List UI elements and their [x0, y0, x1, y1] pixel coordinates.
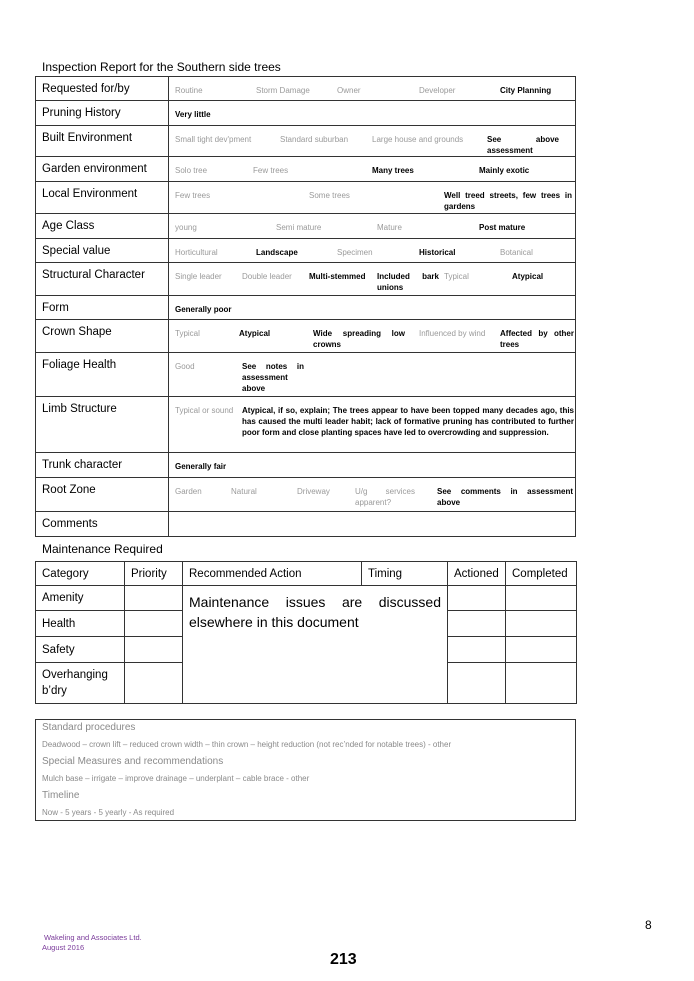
header-completed: Completed [506, 562, 577, 586]
priority-cell [125, 663, 183, 704]
row-label: Age Class [36, 214, 169, 239]
header-actioned: Actioned [448, 562, 506, 586]
selected-option: Affected by other trees [500, 329, 574, 349]
unselected-option: Developer [419, 86, 456, 95]
row-values [169, 453, 576, 478]
standard-procedures-box [35, 719, 576, 821]
inspection-row [36, 182, 576, 214]
footer-company: Wakeling and Associates Ltd. [44, 933, 142, 942]
selected-option: Historical [419, 248, 456, 257]
row-label: Garden environment [36, 157, 169, 182]
unselected-option: Good [175, 362, 195, 371]
unselected-option: Influenced by wind [419, 329, 486, 338]
inspection-row [36, 126, 576, 157]
inspection-row [36, 157, 576, 182]
row-label: Foliage Health [36, 353, 169, 397]
category-cell: Safety [36, 637, 125, 663]
row-values [169, 320, 576, 353]
row-label: Limb Structure [36, 397, 169, 453]
row-label: Structural Character [36, 263, 169, 296]
unselected-option: Few trees [175, 191, 211, 200]
priority-cell [125, 586, 183, 611]
footer-date: August 2016 [42, 943, 85, 952]
unselected-option: Owner [337, 86, 361, 95]
selected-option: Generally poor [175, 305, 232, 314]
special-measures-text: Mulch base – irrigate – improve drainage – underplant – cable brace - other [42, 774, 310, 783]
unselected-option: Storm Damage [256, 86, 310, 95]
special-measures-heading: Special Measures and recommendations [42, 756, 224, 767]
completed-cell [506, 663, 577, 704]
inspection-row [36, 239, 576, 263]
row-values [169, 263, 576, 296]
row-values [169, 296, 576, 320]
inspection-row [36, 397, 576, 453]
inspection-row [36, 77, 576, 101]
unselected-option: Some trees [309, 191, 350, 200]
inspection-row [36, 478, 576, 512]
actioned-cell [448, 637, 506, 663]
row-label: Special value [36, 239, 169, 263]
unselected-option: young [175, 223, 197, 232]
completed-cell [506, 586, 577, 611]
category-cell: Amenity [36, 586, 125, 611]
row-label: Form [36, 296, 169, 320]
header-priority: Priority [125, 562, 183, 586]
header-timing: Timing [362, 562, 448, 586]
selected-option: Atypical, if so, explain; The trees appear to have been topped many decades ago, this has caused the multi leader habit; lack of formative pruning has contributed to further poor form and close planting spaces have led to overcrowding and suppression. [242, 406, 574, 437]
unselected-option: Botanical [500, 248, 533, 257]
unselected-option: Typical [175, 329, 200, 338]
inspection-row [36, 214, 576, 239]
row-label: Crown Shape [36, 320, 169, 353]
selected-option: Post mature [479, 223, 526, 232]
selected-option: Landscape [256, 248, 298, 257]
selected-option: City Planning [500, 86, 552, 95]
row-label: Trunk character [36, 453, 169, 478]
completed-cell [506, 611, 577, 637]
inspection-row [36, 320, 576, 353]
unselected-option: Specimen [337, 248, 373, 257]
selected-option: See comments in assessment above [437, 487, 573, 507]
maintenance-table [35, 561, 577, 704]
row-values [169, 512, 576, 537]
inspection-row [36, 263, 576, 296]
row-values [169, 77, 576, 101]
row-label: Comments [36, 512, 169, 537]
timeline-text: Now - 5 years - 5 yearly - As required [42, 808, 175, 817]
row-label: Pruning History [36, 101, 169, 126]
row-label: Local Environment [36, 182, 169, 214]
standard-procedures-heading: Standard procedures [42, 722, 136, 733]
priority-cell [125, 611, 183, 637]
actioned-cell [448, 663, 506, 704]
row-values [169, 182, 576, 214]
unselected-option: Semi mature [276, 223, 322, 232]
selected-option: Multi-stemmed [309, 272, 366, 281]
inspection-table [35, 76, 576, 537]
selected-option: Generally fair [175, 462, 227, 471]
unselected-option: Routine [175, 86, 203, 95]
unselected-option: U/g services apparent? [355, 487, 415, 507]
inspection-row [36, 296, 576, 320]
unselected-option: Double leader [242, 272, 292, 281]
completed-cell [506, 637, 577, 663]
selected-option: Atypical [239, 329, 271, 338]
row-values [169, 101, 576, 126]
row-values [169, 239, 576, 263]
row-values [169, 214, 576, 239]
selected-option: Wide spreading low crowns [313, 329, 405, 349]
category-cell: Overhanging b’dry [36, 663, 125, 704]
inspection-row [36, 101, 576, 126]
selected-option: Included bark unions [377, 272, 439, 292]
selected-option: Atypical [512, 272, 544, 281]
unselected-option: Typical or sound [175, 406, 234, 415]
unselected-option: Few trees [253, 166, 289, 175]
row-label: Requested for/by [36, 77, 169, 101]
report-title: Inspection Report for the Southern side trees [42, 60, 281, 74]
unselected-option: Typical [444, 272, 469, 281]
maintenance-heading: Maintenance Required [42, 542, 163, 556]
row-values [169, 397, 576, 453]
unselected-option: Horticultural [175, 248, 218, 257]
document-page-number: 213 [330, 951, 357, 968]
unselected-option: Mature [377, 223, 402, 232]
inspection-row [36, 453, 576, 478]
unselected-option: Natural [231, 487, 257, 496]
selected-option: Mainly exotic [479, 166, 530, 175]
unselected-option: Single leader [175, 272, 222, 281]
row-values [169, 157, 576, 182]
unselected-option: Standard suburban [280, 135, 349, 144]
row-values [169, 478, 576, 512]
timeline-heading: Timeline [42, 790, 80, 801]
selected-option: Many trees [372, 166, 414, 175]
actioned-cell [448, 611, 506, 637]
selected-option: Well treed streets, few trees in gardens [444, 191, 572, 211]
row-values [169, 353, 576, 397]
unselected-option: Driveway [297, 487, 330, 496]
selected-option: See above assessment [487, 135, 559, 155]
row-values [169, 126, 576, 157]
priority-cell [125, 637, 183, 663]
maintenance-header-row [36, 562, 577, 586]
standard-procedures-text: Deadwood – crown lift – reduced crown width – thin crown – height reduction (not rec’nded for notable trees) - other [42, 740, 452, 749]
row-label: Root Zone [36, 478, 169, 512]
maintenance-note: Maintenance issues are discussed elsewhere in this document [183, 586, 448, 704]
category-cell: Health [36, 611, 125, 637]
unselected-option: Garden [175, 487, 202, 496]
maintenance-row [36, 586, 577, 611]
selected-option: Very little [175, 110, 211, 119]
inspection-row [36, 512, 576, 537]
inspection-row [36, 353, 576, 397]
actioned-cell [448, 586, 506, 611]
row-label: Built Environment [36, 126, 169, 157]
page-number: 8 [645, 918, 652, 932]
header-category: Category [36, 562, 125, 586]
unselected-option: Solo tree [175, 166, 208, 175]
unselected-option: Large house and grounds [372, 135, 464, 144]
header-recommended-action: Recommended Action [183, 562, 362, 586]
unselected-option: Small tight dev'pment [175, 135, 252, 144]
selected-option: See notes in assessment above [242, 362, 304, 393]
